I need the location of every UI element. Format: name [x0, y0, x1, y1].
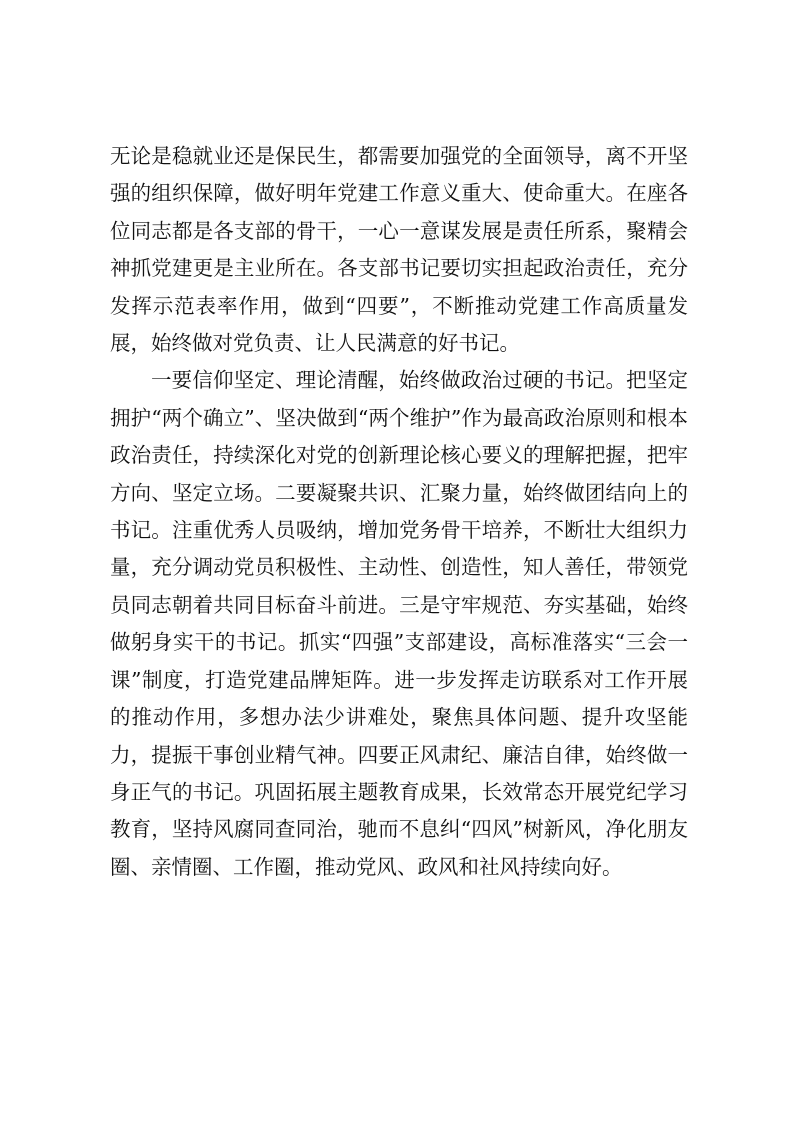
body-text — [110, 138, 688, 886]
paragraph-four-requirements: 一要信仰坚定、理论清醒，始终做政治过硬的书记。把坚定拥护“两个确立”、坚决做到“两个维护”作为最高政治原则和根本政治责任，持续深化对党的创新理论核心要义的理解把握，把牢方向、坚定立场。二要凝聚共识、汇聚力量，始终做团结向上的书记。注重优秀人员吸纳，增加党务骨干培养，不断壮大组织力量，充分调动党员积极性、主动性、创造性，知人善任，带领党员同志朝着共同目标奋斗前进。三是守牢规范、夯实基础，始终做躬身实干的书记。抓实“四强”支部建设，高标准落实“三会一课”制度，打造党建品牌矩阵。进一步发挥走访联系对工作开展的推动作用，多想办法少讲难处，聚焦具体问题、提升攻坚能力，提振干事创业精气神。四要正风肃纪、廉洁自律，始终做一身正气的书记。巩固拓展主题教育成果，长效常态开展党纪学习教育，坚持风腐同查同治，驰而不息纠“四风”树新风，净化朋友圈、亲情圈、工作圈，推动党风、政风和社风持续向好。 — [110, 368, 688, 879]
paragraph-intro: 无论是稳就业还是保民生，都需要加强党的全面领导，离不开坚强的组织保障，做好明年党建工作意义重大、使命重大。在座各位同志都是各支部的骨干，一心一意谋发展是责任所系，聚精会神抓党建更是主业所在。各支部书记要切实担起政治责任，充分发挥示范表率作用，做到“四要”，不断推动党建工作高质量发展，始终做对党负责、让人民满意的好书记。 — [110, 144, 688, 356]
